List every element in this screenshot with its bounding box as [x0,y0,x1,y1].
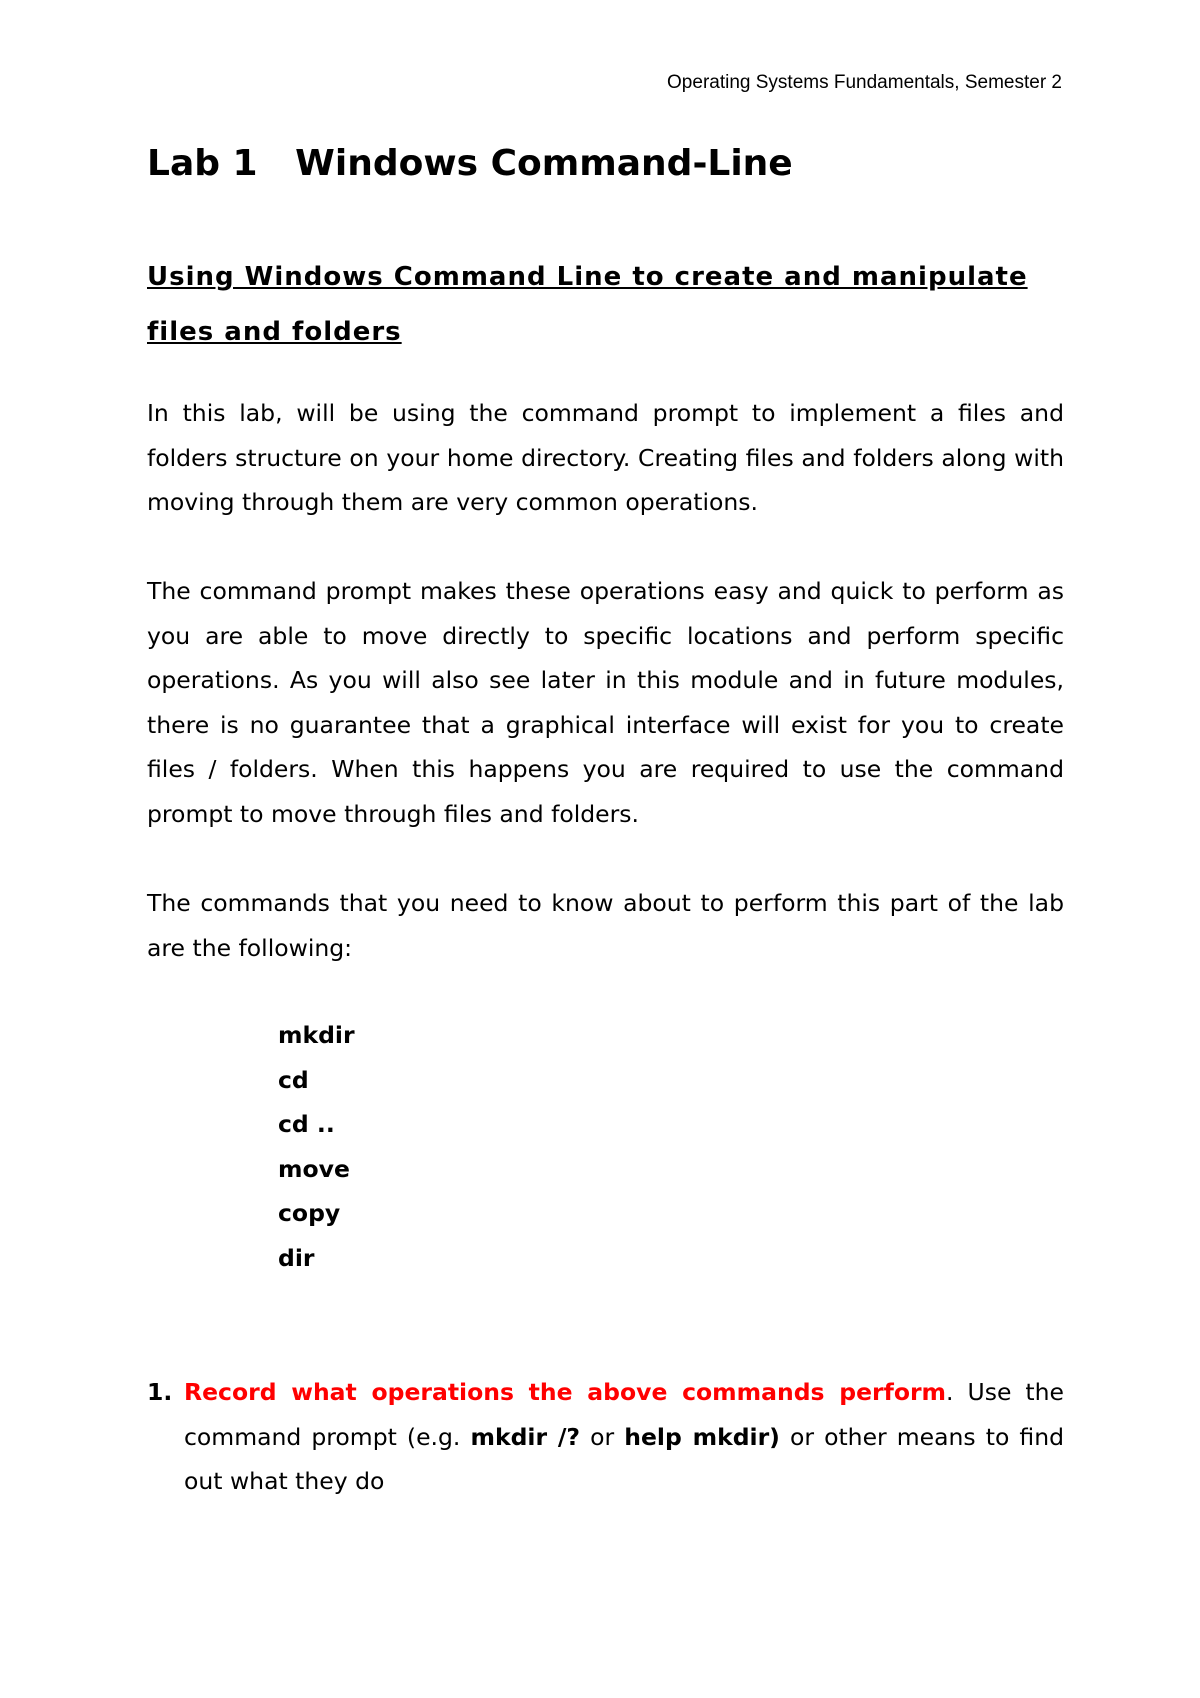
task-command-2: help mkdir) [624,1422,780,1451]
command-item-dir: dir [278,1243,315,1272]
command-item-mkdir: mkdir [278,1021,355,1049]
task-text-3: or other means to find out what they do [184,1422,1065,1496]
task-body [184,1370,1064,1504]
task-command-1: mkdir /? [470,1422,581,1451]
command-item-copy: copy [278,1199,341,1228]
intro-paragraph: In this lab, will be using the command prompt to implement a files and folders structure on your home directory. Creating files and folders along with moving through them are very common operations. [147,399,1064,517]
section-heading: Using Windows Command Line to create and manipulate files and folders [147,262,1028,347]
page-title: Lab 1 Windows Command-Line [147,143,793,184]
task-highlight: Record what operations the above commands perform [184,1378,947,1406]
description-paragraph: The command prompt makes these operations easy and quick to perform as you are able to move directly to specific locations and perform specific operations. As you will also see later in this module and in future modules, there is no guarantee that a graphical interface will exist for you to create files / folders. When this happens you are required to use the command prompt to move through files and folders. [147,577,1064,828]
command-list [278,1013,355,1281]
command-item-move: move [278,1154,350,1183]
page-header: Operating Systems Fundamentals, Semester 2 [667,72,1062,93]
task-text-1: . Use the command prompt (e.g. [184,1378,1064,1451]
task-number: 1. [147,1378,173,1406]
command-item-cd-up: cd .. [278,1110,335,1139]
task-text-2: or [580,1422,625,1451]
command-item-cd: cd [278,1065,309,1094]
task-item-1 [147,1370,1064,1504]
commands-intro-paragraph: The commands that you need to know about to perform this part of the lab are the following: [147,889,1064,962]
